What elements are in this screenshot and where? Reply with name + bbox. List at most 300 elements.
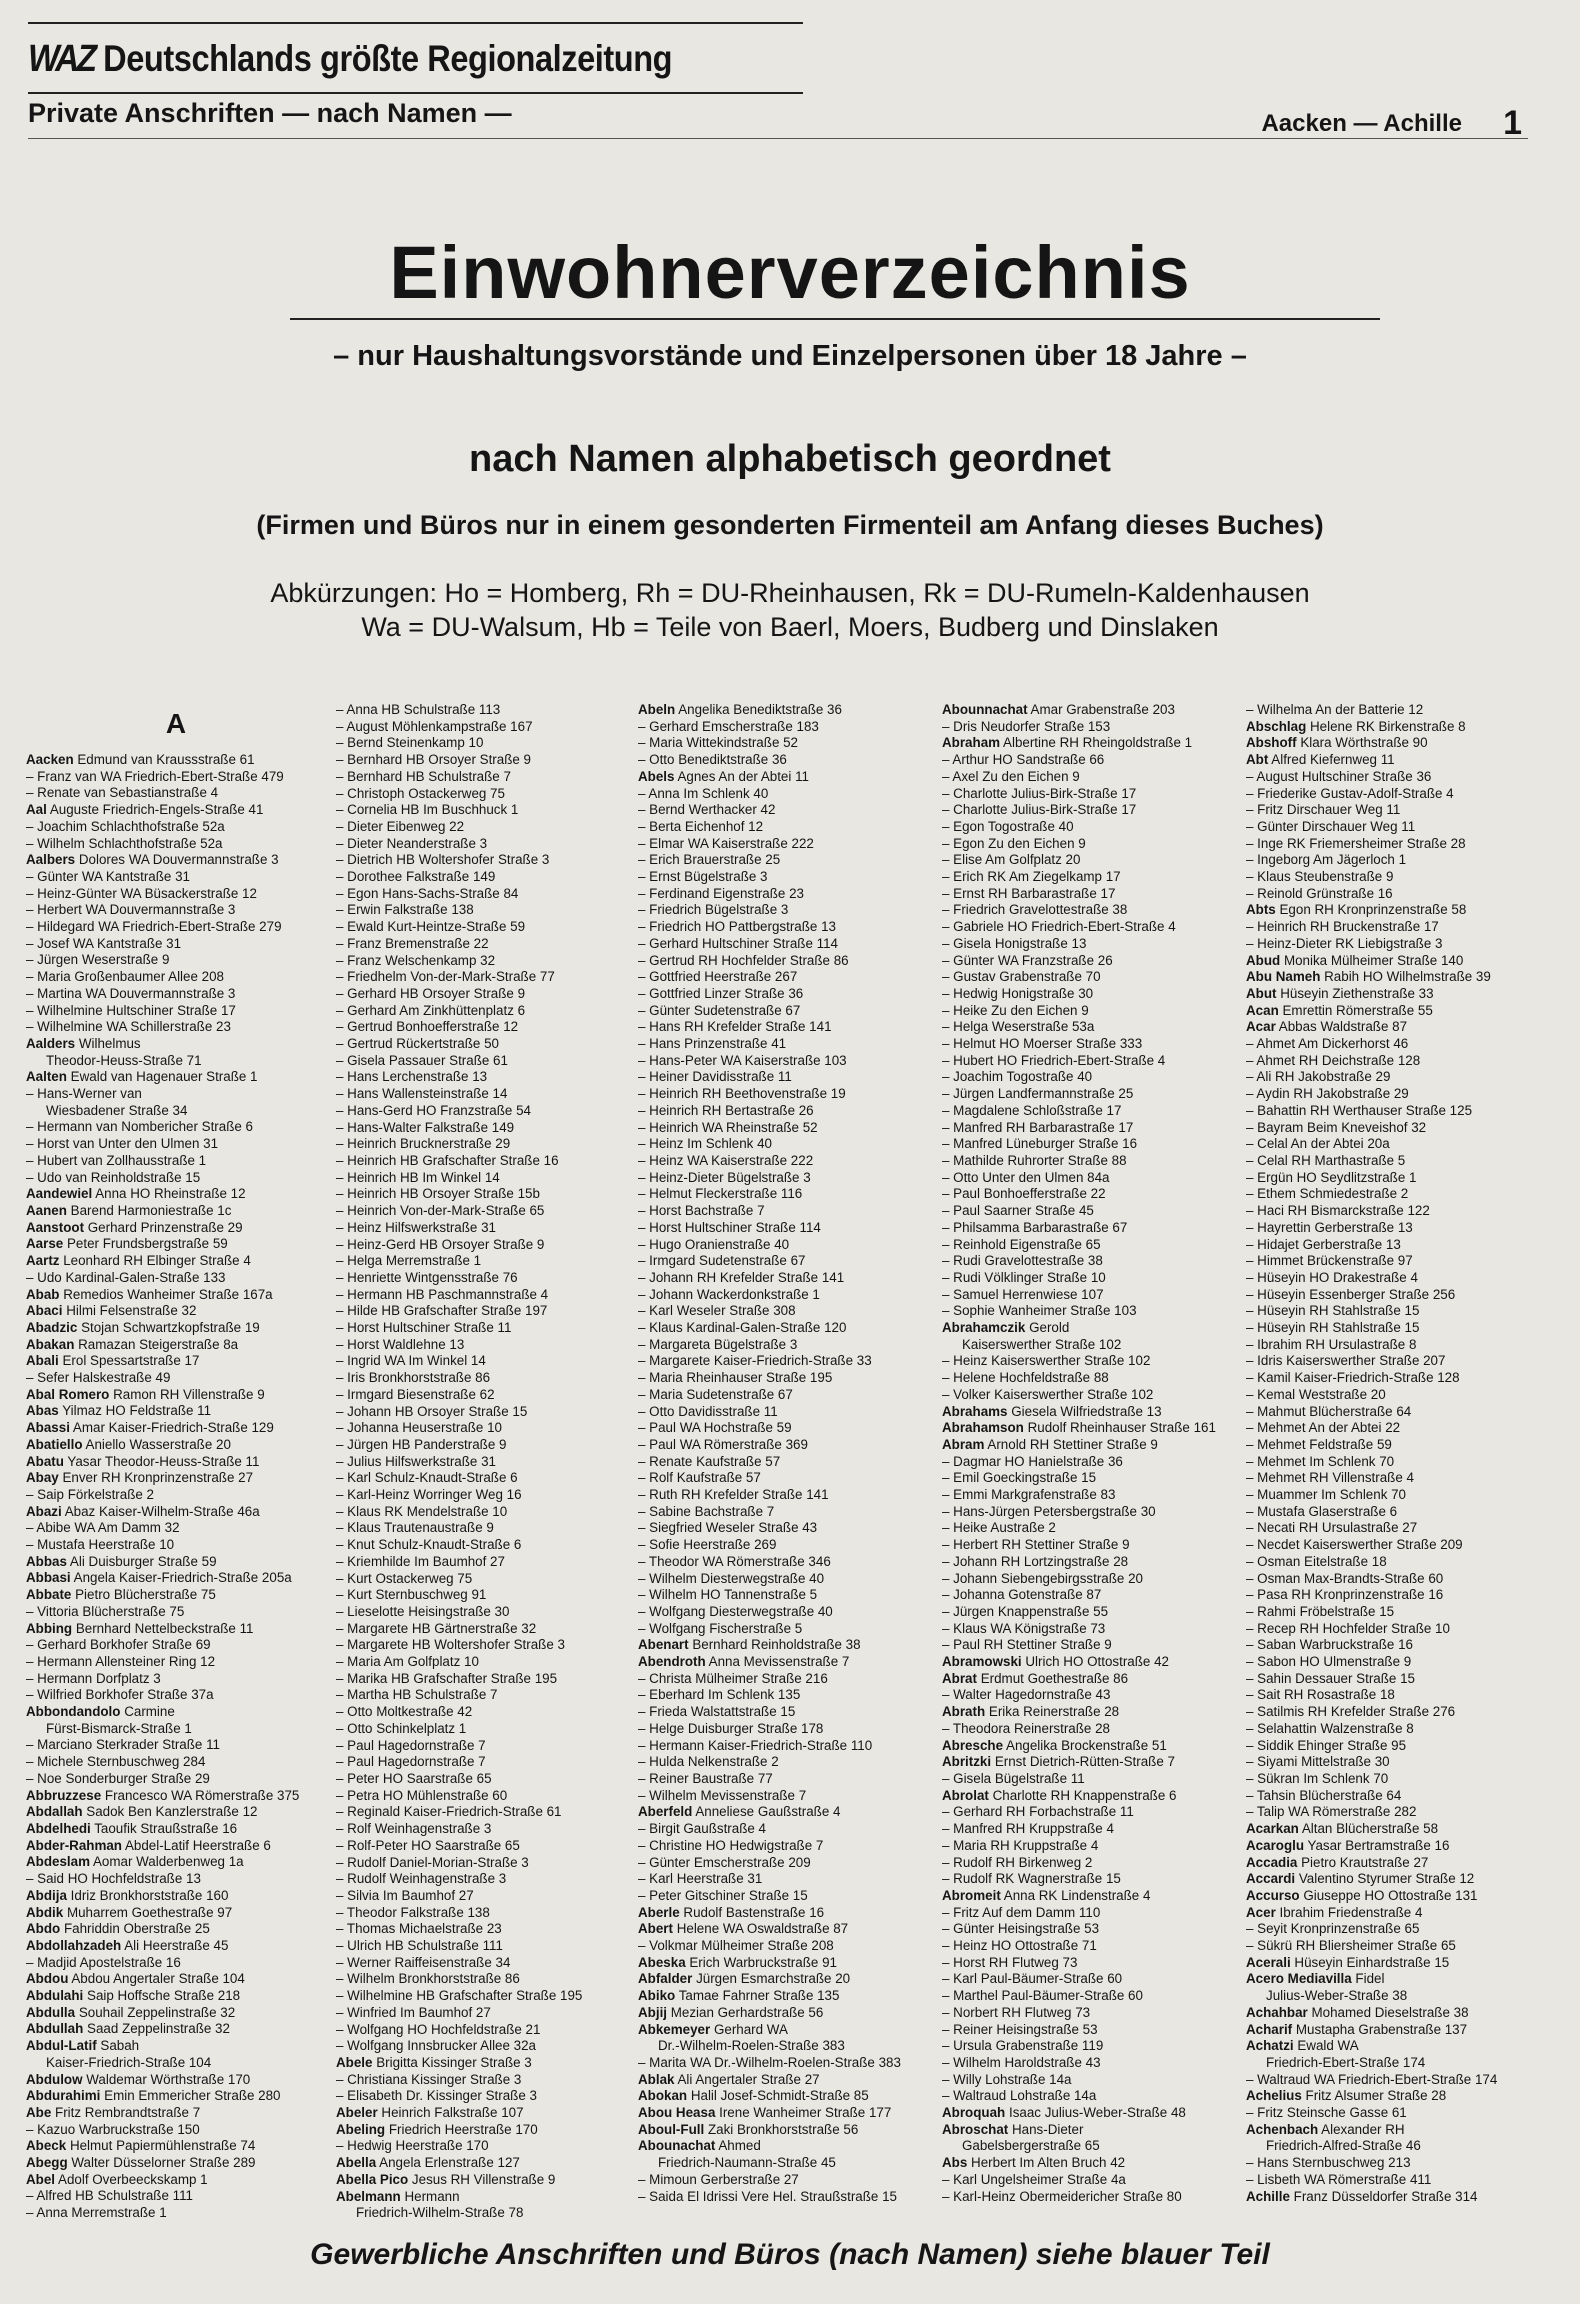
directory-entry (1246, 1921, 1546, 1938)
entry-surname: Aberfeld (638, 1804, 693, 1820)
entry-details: – Bernhard HB Orsoyer Straße 9 (336, 752, 531, 768)
directory-entry (1246, 1821, 1546, 1838)
entry-details: – Inge RK Friemersheimer Straße 28 (1246, 835, 1466, 851)
subtitle-note: (Firmen und Büros nur in einem gesonderten Firmenteil am Anfang dieses Buches) (256, 510, 1324, 540)
directory-entry (26, 1454, 326, 1471)
directory-entry (336, 2055, 636, 2072)
entry-details: – Heinrich RH Bruckenstraße 17 (1246, 919, 1439, 935)
directory-entry (336, 902, 636, 919)
entry-details: – Hayrettin Gerberstraße 13 (1246, 1219, 1413, 1235)
entry-details: Dolores WA Douvermannstraße 3 (78, 852, 279, 868)
directory-entry (1246, 1788, 1546, 1805)
directory-entry (942, 786, 1242, 803)
entry-details: – Gisela Passauer Straße 61 (336, 1052, 508, 1068)
entry-details: – Hans-Werner van (26, 1086, 142, 1102)
directory-entry (638, 886, 938, 903)
entry-details: – Margareta Bügelstraße 3 (638, 1336, 798, 1352)
directory-entry (336, 1470, 636, 1487)
entry-details: – Philsamma Barbarastraße 67 (942, 1219, 1128, 1235)
directory-entry (336, 1237, 636, 1254)
entry-details: – Günter Heisingstraße 53 (942, 1921, 1100, 1937)
directory-entry (1246, 1069, 1546, 1086)
directory-entry (336, 1905, 636, 1922)
entry-details: – Hermann Kaiser-Friedrich-Straße 110 (638, 1737, 873, 1753)
entry-details: – Celal An der Abtei 20a (1246, 1136, 1390, 1152)
directory-entry (336, 1120, 636, 1137)
section-letter: A (165, 708, 187, 739)
directory-entry (638, 936, 938, 953)
directory-entry (26, 2105, 326, 2122)
directory-entry (26, 1253, 326, 1270)
directory-entry (1246, 819, 1546, 836)
entry-surname: Abeln (638, 702, 676, 717)
directory-entry (942, 1771, 1242, 1788)
entry-details: Wilhelmus (78, 1035, 141, 1051)
entry-details: – Gertrud Bonhoefferstraße 12 (336, 1019, 519, 1035)
entry-details: – Noe Sonderburger Straße 29 (26, 1770, 210, 1786)
entry-surname: Acaroglu (1246, 1837, 1305, 1853)
entry-details: – Lisbeth WA Römerstraße 411 (1246, 2171, 1432, 2187)
entry-details: – Otto Benediktstraße 36 (638, 752, 787, 768)
entry-details: – Sabine Bachstraße 7 (638, 1503, 775, 1519)
entry-details: – Dagmar HO Hanielstraße 36 (942, 1453, 1123, 1469)
directory-entry (942, 1804, 1242, 1821)
directory-entry (638, 735, 938, 752)
entry-details: – Mustafa Heerstraße 10 (26, 1537, 175, 1553)
directory-entry (1246, 1253, 1546, 1270)
entry-details: – Irmgard Sudetenstraße 67 (638, 1253, 806, 1269)
directory-entry (336, 1871, 636, 1888)
directory-entry (336, 1855, 636, 1872)
directory-entry (942, 902, 1242, 919)
entry-details: – Heinz-Dieter RK Liebigstraße 3 (1246, 935, 1443, 951)
entry-surname: Aboul-Full (638, 2121, 705, 2137)
entry-details: Giuseppe HO Ottostraße 131 (1303, 1887, 1478, 1903)
entry-details: – Ibrahim RH Ursulastraße 8 (1246, 1336, 1417, 1352)
directory-entry (26, 1420, 326, 1437)
entry-details: – Klaus Steubenstraße 9 (1246, 869, 1394, 885)
entry-details: Mustapha Grabenstraße 137 (1295, 2021, 1468, 2037)
entry-details: – Gerhard RH Forbachstraße 11 (942, 1804, 1134, 1820)
entry-surname: Abdeslam (26, 1854, 90, 1870)
entry-details: – Günter WA Franzstraße 26 (942, 952, 1113, 968)
entry-details: – Fritz Steinsche Gasse 61 (1246, 2105, 1407, 2121)
entry-details: – Heinz Hilfswerkstraße 31 (336, 1219, 496, 1235)
directory-entry (1246, 1220, 1546, 1237)
entry-details: Fritz Alsumer Straße 28 (1305, 2088, 1447, 2104)
directory-entry (336, 802, 636, 819)
entry-details: – Franz Welschenkamp 32 (336, 952, 496, 968)
entry-surname: Abdallah (26, 1804, 83, 1820)
entry-details: – Mehmet An der Abtei 22 (1246, 1420, 1401, 1436)
entry-details: – Josef WA Kantstraße 31 (26, 935, 182, 951)
directory-entry (942, 1019, 1242, 1036)
entry-surname: Abeska (638, 1954, 686, 1970)
directory-entry (26, 2188, 326, 2205)
entry-details: – Gerhard Hultschiner Straße 114 (638, 935, 838, 951)
directory-entry (942, 1988, 1242, 2005)
directory-entry (26, 2172, 326, 2189)
directory-entry (638, 1387, 938, 1404)
directory-entry (638, 1754, 938, 1771)
directory-entry (942, 1738, 1242, 1755)
entry-details: Peter Frundsbergstraße 59 (66, 1236, 228, 1252)
directory-entry (942, 1220, 1242, 1237)
waz-logo: WAZ (28, 38, 95, 80)
entry-details: Dr.-Wilhelm-Roelen-Straße 383 (658, 2038, 845, 2054)
entry-details: – Sait RH Rosastraße 18 (1246, 1687, 1395, 1703)
directory-entry (1246, 1721, 1546, 1738)
entry-surname: Abud (1246, 952, 1281, 968)
directory-entry (1246, 1487, 1546, 1504)
entry-details: Friedrich-Ebert-Straße 174 (1266, 2054, 1426, 2070)
entry-details: – Anna HB Schulstraße 113 (336, 702, 501, 717)
directory-entry (26, 1220, 326, 1237)
directory-entry (26, 1771, 326, 1788)
directory-entry (336, 836, 636, 853)
directory-entry (336, 719, 636, 736)
directory-entry (638, 1220, 938, 1237)
entry-details: – Friedrich Bügelstraße 3 (638, 902, 789, 918)
entry-details: – Gottfried Heerstraße 267 (638, 969, 798, 985)
directory-entry (1246, 752, 1546, 769)
entry-details: – Kazuo Warbruckstraße 150 (26, 2121, 200, 2137)
entry-details: – Otto Schinkelplatz 1 (336, 1720, 467, 1736)
entry-details: – Maria Wittekindstraße 52 (638, 735, 799, 751)
directory-entry (638, 1253, 938, 1270)
entry-details: – Günter Sudetenstraße 67 (638, 1002, 801, 1018)
entry-details: – Hulda Nelkenstraße 2 (638, 1754, 779, 1770)
directory-entry (638, 1687, 938, 1704)
entry-details: Hans-Dieter (1011, 2121, 1084, 2137)
directory-entry (638, 1086, 938, 1103)
directory-entry (336, 1303, 636, 1320)
directory-entry (942, 819, 1242, 836)
entry-details: – Samuel Herrenwiese 107 (942, 1286, 1104, 1302)
entry-details: – Bernhard HB Schulstraße 7 (336, 768, 511, 784)
directory-entry (336, 819, 636, 836)
entry-details: – Mehmet Feldstraße 59 (1246, 1436, 1392, 1452)
entry-details: Gerhard WA (713, 2021, 788, 2037)
directory-entry (942, 1186, 1242, 1203)
entry-details: – Elmar WA Kaiserstraße 222 (638, 835, 814, 851)
directory-entry (942, 2189, 1242, 2206)
entry-details: – Heinz HO Ottostraße 71 (942, 1938, 1097, 1954)
directory-entry (26, 2072, 326, 2089)
directory-entry (1246, 1804, 1546, 1821)
directory-entry (638, 2005, 938, 2022)
entry-details: – Martina WA Douvermannstraße 3 (26, 985, 236, 1001)
entry-details: – Gerhard HB Orsoyer Straße 9 (336, 985, 526, 1001)
entry-surname: Abels (638, 768, 675, 784)
entry-details: Ahmed (718, 2138, 761, 2154)
directory-entry (336, 1320, 636, 1337)
directory-entry (26, 1403, 326, 1420)
directory-entry (1246, 1988, 1546, 2005)
entry-details: Aomar Walderbenweg 1a (92, 1854, 244, 1870)
directory-entry (26, 1888, 326, 1905)
entry-details: – Silvia Im Baumhof 27 (336, 1887, 474, 1903)
section-heading: Private Anschriften — nach Namen — (28, 98, 512, 128)
entry-details: – Hüseyin RH Stahlstraße 15 (1246, 1303, 1420, 1319)
entry-surname: Aberle (638, 1904, 680, 1920)
directory-entry (942, 1671, 1242, 1688)
entry-details: Ali Heerstraße 45 (124, 1937, 229, 1953)
entry-surname: Accardi (1246, 1871, 1296, 1887)
entry-details: Altan Blücherstraße 58 (1301, 1821, 1439, 1837)
directory-entry (1246, 1337, 1546, 1354)
directory-entry (638, 2122, 938, 2139)
directory-entry (1246, 1153, 1546, 1170)
entry-details: Leonhard RH Elbinger Straße 4 (63, 1253, 251, 1269)
entry-details: – Karl-Heinz Obermeidericher Straße 80 (942, 2188, 1182, 2204)
entry-details: – Dietrich HB Woltershofer Straße 3 (336, 852, 550, 868)
directory-entry (942, 1838, 1242, 1855)
entry-details: – Horst RH Flutweg 73 (942, 1954, 1078, 1970)
entry-details: Halil Josef-Schmidt-Straße 85 (690, 2088, 869, 2104)
entry-details: Yilmaz HO Feldstraße 11 (62, 1403, 212, 1419)
entry-details: – Charlotte Julius-Birk-Straße 17 (942, 785, 1137, 801)
directory-entry (638, 1788, 938, 1805)
directory-entry (638, 1671, 938, 1688)
directory-entry (26, 1871, 326, 1888)
entry-surname: Abrath (942, 1704, 986, 1720)
entry-details: – Muammer Im Schlenk 70 (1246, 1487, 1407, 1503)
entry-details: – Recep RH Hochfelder Straße 10 (1246, 1620, 1450, 1636)
directory-entry (336, 1621, 636, 1638)
directory-entry (26, 1955, 326, 1972)
directory-entry (1246, 1888, 1546, 1905)
entry-details: Erika Reinerstraße 28 (988, 1704, 1120, 1720)
directory-entry (336, 2088, 636, 2105)
entry-details: – Bayram Beim Kneveishof 32 (1246, 1119, 1427, 1135)
directory-entry (638, 1120, 938, 1137)
entry-details: – Heinz-Dieter Bügelstraße 3 (638, 1169, 811, 1185)
entry-surname: Acharif (1246, 2021, 1293, 2037)
directory-entry (336, 1387, 636, 1404)
directory-entry (336, 1771, 636, 1788)
directory-entry (1246, 1036, 1546, 1053)
directory-entry (638, 1504, 938, 1521)
directory-entry (1246, 2155, 1546, 2172)
entry-details: Muharrem Goethestraße 97 (66, 1904, 233, 1920)
entry-details: – Arthur HO Sandstraße 66 (942, 752, 1105, 768)
entry-details: Rudolf Bastenstraße 16 (683, 1904, 825, 1920)
entry-details: – Marika HB Grafschafter Straße 195 (336, 1670, 558, 1686)
directory-entry (336, 735, 636, 752)
directory-entry (26, 1019, 326, 1036)
entry-surname: Aanstoot (26, 1219, 85, 1235)
masthead-tagline: Deutschlands größte Regionalzeitung (103, 38, 673, 79)
directory-entry (1246, 2122, 1546, 2139)
directory-entry (638, 1804, 938, 1821)
directory-entry (26, 1988, 326, 2005)
subtitle-scope: – nur Haushaltungsvorstände und Einzelpersonen über 18 Jahre – (333, 340, 1247, 372)
abbreviations-line-1: Abkürzungen: Ho = Homberg, Rh = DU-Rheinhausen, Rk = DU-Rumeln-Kaldenhausen (270, 578, 1310, 608)
directory-entry (336, 2155, 636, 2172)
directory-entry (336, 1337, 636, 1354)
entry-surname: Abts (1246, 902, 1276, 918)
entry-details: Saad Zeppelinstraße 32 (87, 2021, 230, 2037)
entry-details: – Irmgard Biesenstraße 62 (336, 1386, 495, 1402)
entry-details: – Sofie Heerstraße 269 (638, 1537, 777, 1553)
directory-entry (26, 1303, 326, 1320)
entry-details: Brigitta Kissinger Straße 3 (376, 2054, 532, 2070)
entry-details: – Bahattin RH Werthauser Straße 125 (1246, 1102, 1473, 1118)
directory-entry (638, 1136, 938, 1153)
entry-details: – Tahsin Blücherstraße 64 (1246, 1787, 1402, 1803)
directory-entry (1246, 1587, 1546, 1604)
entry-details: – Axel Zu den Eichen 9 (942, 768, 1080, 784)
directory-entry (1246, 1387, 1546, 1404)
directory-entry (26, 1520, 326, 1537)
entry-details: – Hermann HB Paschmannstraße 4 (336, 1286, 549, 1302)
directory-entry (942, 919, 1242, 936)
directory-entry (638, 1404, 938, 1421)
directory-entry (942, 1520, 1242, 1537)
directory-entry (26, 1687, 326, 1704)
entry-details: Jürgen Esmarchstraße 20 (696, 1971, 851, 1987)
entry-details: – Sahin Dessauer Straße 15 (1246, 1670, 1415, 1686)
subtitle-order: nach Namen alphabetisch geordnet (469, 438, 1111, 480)
entry-details: – Saban Warbruckstraße 16 (1246, 1637, 1413, 1653)
directory-entry (942, 1955, 1242, 1972)
directory-entry (26, 1003, 326, 1020)
entry-surname: Abokan (638, 2088, 688, 2104)
entry-details: Mezian Gerhardstraße 56 (670, 2004, 824, 2020)
directory-entry (638, 1971, 938, 1988)
directory-entry (942, 1938, 1242, 1955)
directory-entry (336, 1988, 636, 2005)
entry-details: Agnes An der Abtei 11 (677, 768, 809, 784)
directory-entry (26, 2005, 326, 2022)
entry-details: – Gerhard Borkhofer Straße 69 (26, 1637, 211, 1653)
directory-entry (1246, 1120, 1546, 1137)
entry-details: Yasar Theodor-Heuss-Straße 11 (67, 1453, 260, 1469)
entry-details: Zaki Bronkhorststraße 56 (707, 2121, 859, 2137)
entry-details: Egon RH Kronprinzenstraße 58 (1279, 902, 1467, 918)
directory-entry (26, 1721, 326, 1738)
directory-entry (26, 1069, 326, 1086)
directory-entry (26, 1938, 326, 1955)
entry-details: – Siyami Mittelstraße 30 (1246, 1754, 1390, 1770)
entry-details: – Friedhelm Von-der-Mark-Straße 77 (336, 969, 555, 985)
directory-entry (638, 1303, 938, 1320)
entry-details: – Mehmet Im Schlenk 70 (1246, 1453, 1395, 1469)
page-range: Aacken — Achille (1261, 110, 1462, 137)
entry-details: Taoufik Straußstraße 16 (94, 1821, 238, 1836)
entry-details: – Helene Hochfeldstraße 88 (942, 1370, 1109, 1386)
entry-surname: Abdik (26, 1904, 64, 1920)
directory-entry (638, 2189, 938, 2206)
entry-details: Friedrich-Naumann-Straße 45 (658, 2155, 836, 2171)
directory-column-2 (336, 702, 636, 2222)
directory-entry (942, 2022, 1242, 2039)
entry-details: – Friedrich Gravelottestraße 38 (942, 902, 1128, 918)
entry-surname: Abounnachat (942, 702, 1028, 717)
entry-details: – Margarete HB Woltershofer Straße 3 (336, 1637, 565, 1653)
directory-entry (942, 1287, 1242, 1304)
entry-details: – Udo Kardinal-Galen-Straße 133 (26, 1269, 226, 1285)
directory-entry (942, 2088, 1242, 2105)
entry-details: – Heinrich HB Grafschafter Straße 16 (336, 1152, 559, 1168)
entry-details: – Jürgen Knappenstraße 55 (942, 1603, 1109, 1619)
entry-details: – Magdalene Schloßstraße 17 (942, 1102, 1122, 1118)
directory-entry (942, 1971, 1242, 1988)
entry-surname: Abdollahzadeh (26, 1937, 122, 1953)
entry-details: – Abibe WA Am Damm 32 (26, 1520, 180, 1536)
directory-entry (1246, 1086, 1546, 1103)
entry-details: – Paul WA Hochstraße 59 (638, 1420, 792, 1436)
directory-entry (336, 919, 636, 936)
directory-entry (638, 969, 938, 986)
entry-details: – August Möhlenkampstraße 167 (336, 718, 533, 734)
entry-surname: Abrat (942, 1670, 977, 1686)
entry-details: – Knut Schulz-Knaudt-Straße 6 (336, 1537, 522, 1553)
entry-details: Anna Mevissenstraße 7 (708, 1654, 850, 1670)
entry-surname: Achelius (1246, 2088, 1302, 2104)
entry-surname: Acar (1246, 1019, 1276, 1035)
entry-details: – Hedwig Honigstraße 30 (942, 985, 1094, 1001)
entry-details: – Ulrich HB Schulstraße 111 (336, 1938, 503, 1954)
directory-entry (1246, 2005, 1546, 2022)
directory-entry (336, 1437, 636, 1454)
entry-details: Hüseyin Einhardstraße 15 (1294, 1954, 1450, 1970)
directory-entry (942, 1871, 1242, 1888)
entry-details: Ernst Dietrich-Rütten-Straße 7 (994, 1754, 1175, 1770)
entry-details: – Klaus WA Königstraße 73 (942, 1620, 1106, 1636)
directory-entry (26, 1654, 326, 1671)
directory-entry (26, 1437, 326, 1454)
directory-entry (1246, 1537, 1546, 1554)
directory-entry (942, 1921, 1242, 1938)
entry-details: – Michele Sternbuschweg 284 (26, 1754, 206, 1770)
entry-surname: Abromeit (942, 1887, 1001, 1903)
entry-details: Amar Grabenstraße 203 (1030, 702, 1175, 717)
directory-entry (336, 1036, 636, 1053)
entry-surname: Ablak (638, 2071, 675, 2087)
directory-entry (942, 1320, 1242, 1337)
entry-details: – Manfred RH Barbarastraße 17 (942, 1119, 1134, 1135)
entry-details: – Helmut HO Moerser Straße 333 (942, 1036, 1143, 1052)
entry-details: Fritz Rembrandtstraße 7 (55, 2104, 201, 2120)
directory-entry (942, 2038, 1242, 2055)
directory-entry (942, 1687, 1242, 1704)
directory-entry (336, 1203, 636, 1220)
directory-entry (638, 1270, 938, 1287)
directory-entry (942, 2055, 1242, 2072)
entry-details: – Heinrich Brucknerstraße 29 (336, 1136, 511, 1152)
entry-details: – Hubert HO Friedrich-Ebert-Straße 4 (942, 1052, 1166, 1068)
directory-entry (638, 1855, 938, 1872)
entry-details: – Ahmet Am Dickerhorst 46 (1246, 1036, 1409, 1052)
directory-entry (638, 1537, 938, 1554)
entry-details: Idriz Bronkhorststraße 160 (70, 1887, 229, 1903)
entry-details: – Selahattin Walzenstraße 8 (1246, 1720, 1414, 1736)
entry-details: – Himmet Brückenstraße 97 (1246, 1253, 1413, 1269)
directory-entry (1246, 1604, 1546, 1621)
entry-details: – Jürgen Weserstraße 9 (26, 952, 170, 968)
entry-details: Amar Kaiser-Friedrich-Straße 129 (72, 1420, 274, 1436)
directory-entry (638, 1370, 938, 1387)
directory-entry (336, 2105, 636, 2122)
entry-details: – Hildegard WA Friedrich-Ebert-Straße 279 (26, 919, 282, 935)
directory-entry (638, 1520, 938, 1537)
directory-entry (942, 1303, 1242, 1320)
entry-details: – Dorothee Falkstraße 149 (336, 869, 496, 885)
entry-details: – Sophie Wanheimer Straße 103 (942, 1303, 1137, 1319)
entry-details: – Hüseyin Essenberger Straße 256 (1246, 1286, 1456, 1302)
